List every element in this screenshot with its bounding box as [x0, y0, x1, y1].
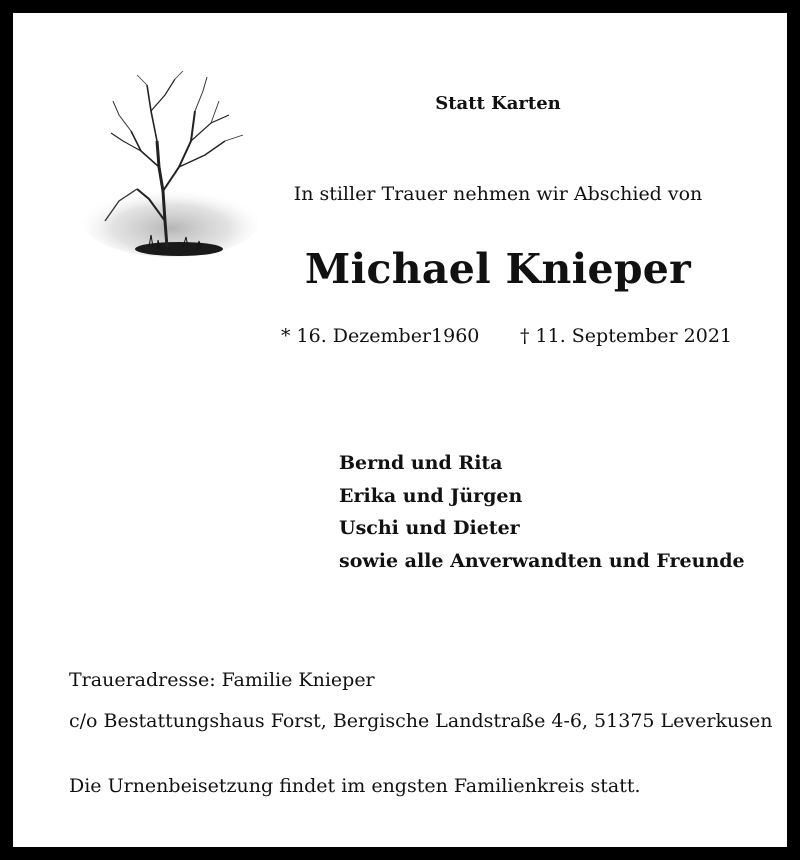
intro-text: In stiller Trauer nehmen wir Abschied von	[293, 183, 703, 205]
mourner-entry: sowie alle Anverwandten und Freunde	[339, 549, 745, 572]
statt-karten-heading: Statt Karten	[435, 93, 561, 114]
mourners-list	[339, 447, 745, 577]
mourner-entry: Erika und Jürgen	[339, 484, 523, 507]
tree-icon	[79, 71, 263, 267]
mourner-entry: Uschi und Dieter	[339, 517, 520, 539]
burial-note: Die Urnenbeisetzung findet im engsten Familienkreis statt.	[69, 775, 641, 797]
deceased-name: Michael Knieper	[304, 245, 692, 293]
mourner-entry: Bernd und Rita	[339, 452, 503, 474]
mourning-address-line: Traueradresse: Familie Knieper	[69, 669, 375, 691]
birth-date: * 16. Dezember1960	[281, 325, 480, 347]
death-date: † 11. September 2021	[520, 325, 732, 347]
funeral-home-address-line: c/o Bestattungshaus Forst, Bergische Landstraße 4-6, 51375 Leverkusen	[69, 710, 773, 732]
